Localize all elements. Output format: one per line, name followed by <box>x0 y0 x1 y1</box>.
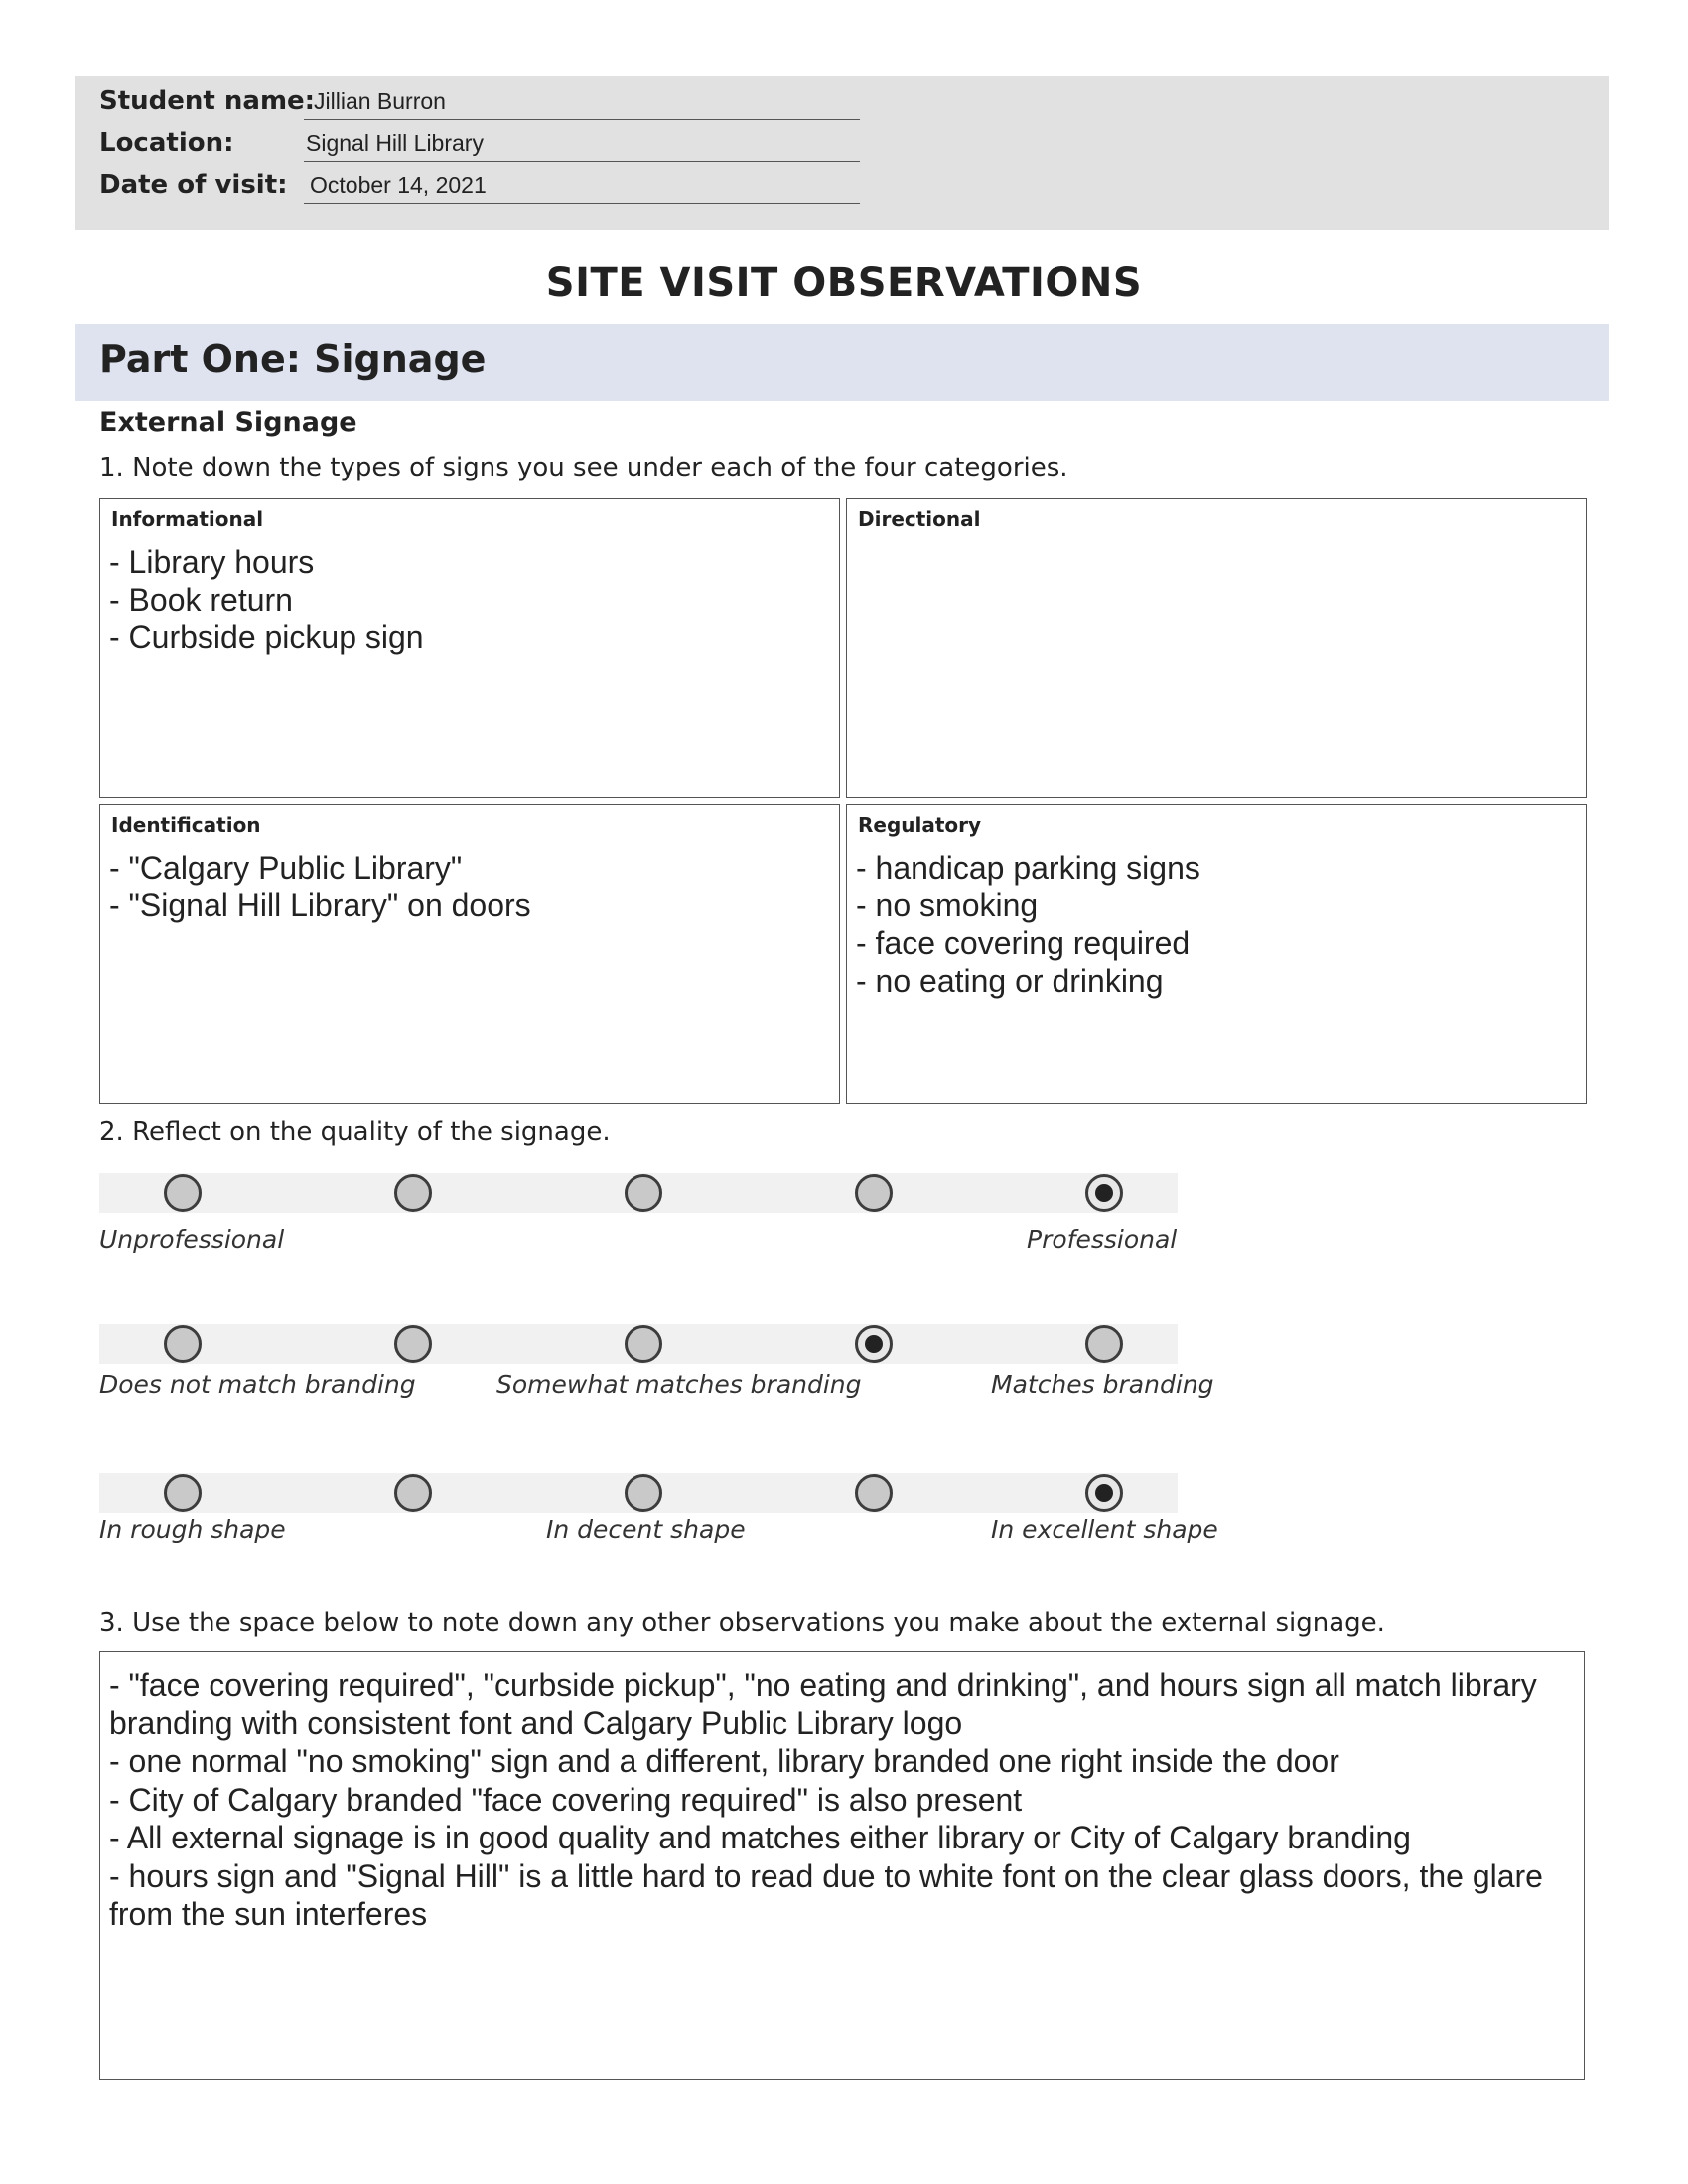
scale-radio[interactable] <box>625 1174 662 1212</box>
list-item: - "face covering required", "curbside pickup", "no eating and drinking", and hours sign all match library branding with consistent font and Calgary Public Library logo <box>109 1667 1537 1741</box>
scale-label-somewhat-match: Somewhat matches branding <box>496 1370 862 1399</box>
question-2: 2. Reflect on the quality of the signage. <box>99 1117 611 1147</box>
scale-label-professional: Professional <box>1027 1225 1178 1254</box>
scale-radio[interactable] <box>1085 1474 1123 1512</box>
question-3: 3. Use the space below to note down any other observations you make about the external signage. <box>99 1608 1385 1638</box>
subsection-heading: External Signage <box>99 407 357 438</box>
list-item: - Library hours <box>109 544 315 580</box>
identification-box[interactable] <box>99 804 840 1104</box>
scale-radio[interactable] <box>164 1174 202 1212</box>
regulatory-box[interactable] <box>846 804 1587 1104</box>
section-header <box>75 324 1609 401</box>
scale-label-unprofessional: Unprofessional <box>99 1225 285 1254</box>
scale-radio[interactable] <box>625 1325 662 1363</box>
scale-radio[interactable] <box>1085 1174 1123 1212</box>
regulatory-list <box>856 849 1200 1000</box>
list-item: - no smoking <box>856 887 1039 923</box>
student-info-box <box>75 76 1609 230</box>
list-item: - Curbside pickup sign <box>109 619 424 655</box>
question-1: 1. Note down the types of signs you see under each of the four categories. <box>99 453 1068 482</box>
date-field[interactable] <box>304 172 860 204</box>
condition-scale <box>99 1473 1178 1513</box>
list-item: - hours sign and "Signal Hill" is a little hard to read due to white font on the clear glass doors, the glare from the sun interferes <box>109 1857 1543 1932</box>
identification-label: Identification <box>111 813 261 837</box>
observations-textarea[interactable] <box>99 1651 1585 2080</box>
directional-box[interactable] <box>846 498 1587 798</box>
list-item: - "Calgary Public Library" <box>109 850 463 886</box>
list-item: - City of Calgary branded "face covering required" is also present <box>109 1781 1023 1818</box>
scale-radio[interactable] <box>625 1474 662 1512</box>
list-item: - handicap parking signs <box>856 850 1200 886</box>
student-name-field[interactable] <box>304 88 860 120</box>
scale-radio[interactable] <box>855 1325 893 1363</box>
scale-radio[interactable] <box>394 1325 432 1363</box>
student-name-row <box>99 84 923 120</box>
scale-radio[interactable] <box>855 1174 893 1212</box>
observations-list <box>109 1666 1569 1934</box>
date-label: Date of visit: <box>99 170 288 200</box>
date-row <box>99 168 923 204</box>
student-name-label: Student name: <box>99 86 316 116</box>
informational-list <box>109 543 424 656</box>
list-item: - "Signal Hill Library" on doors <box>109 887 531 923</box>
list-item: - Book return <box>109 582 293 617</box>
informational-box[interactable] <box>99 498 840 798</box>
scale-radio[interactable] <box>1085 1325 1123 1363</box>
identification-list <box>109 849 531 924</box>
location-field[interactable] <box>304 130 860 162</box>
list-item: - face covering required <box>856 925 1191 961</box>
informational-label: Informational <box>111 507 264 531</box>
professionalism-scale <box>99 1173 1178 1213</box>
location-value: Signal Hill Library <box>306 130 484 156</box>
section-title: Part One: Signage <box>99 338 487 381</box>
location-label: Location: <box>99 128 234 158</box>
list-item: - no eating or drinking <box>856 963 1164 999</box>
scale-label-match: Matches branding <box>991 1370 1214 1399</box>
scale-label-excellent: In excellent shape <box>991 1515 1218 1544</box>
scale-radio[interactable] <box>394 1174 432 1212</box>
scale-radio[interactable] <box>855 1474 893 1512</box>
list-item: - All external signage is in good quality and matches either library or City of Calgary branding <box>109 1820 1411 1855</box>
date-value: October 14, 2021 <box>310 172 487 198</box>
regulatory-label: Regulatory <box>858 813 982 837</box>
page-title: SITE VISIT OBSERVATIONS <box>545 260 1143 306</box>
student-name-value: Jillian Burron <box>314 88 446 114</box>
scale-label-decent: In decent shape <box>546 1515 746 1544</box>
scale-radio[interactable] <box>164 1325 202 1363</box>
scale-radio[interactable] <box>394 1474 432 1512</box>
scale-label-rough: In rough shape <box>99 1515 286 1544</box>
location-row <box>99 126 923 162</box>
scale-radio[interactable] <box>164 1474 202 1512</box>
scale-label-no-match: Does not match branding <box>99 1370 416 1399</box>
branding-scale <box>99 1324 1178 1364</box>
directional-label: Directional <box>858 507 981 531</box>
list-item: - one normal "no smoking" sign and a different, library branded one right inside the door <box>109 1743 1339 1779</box>
